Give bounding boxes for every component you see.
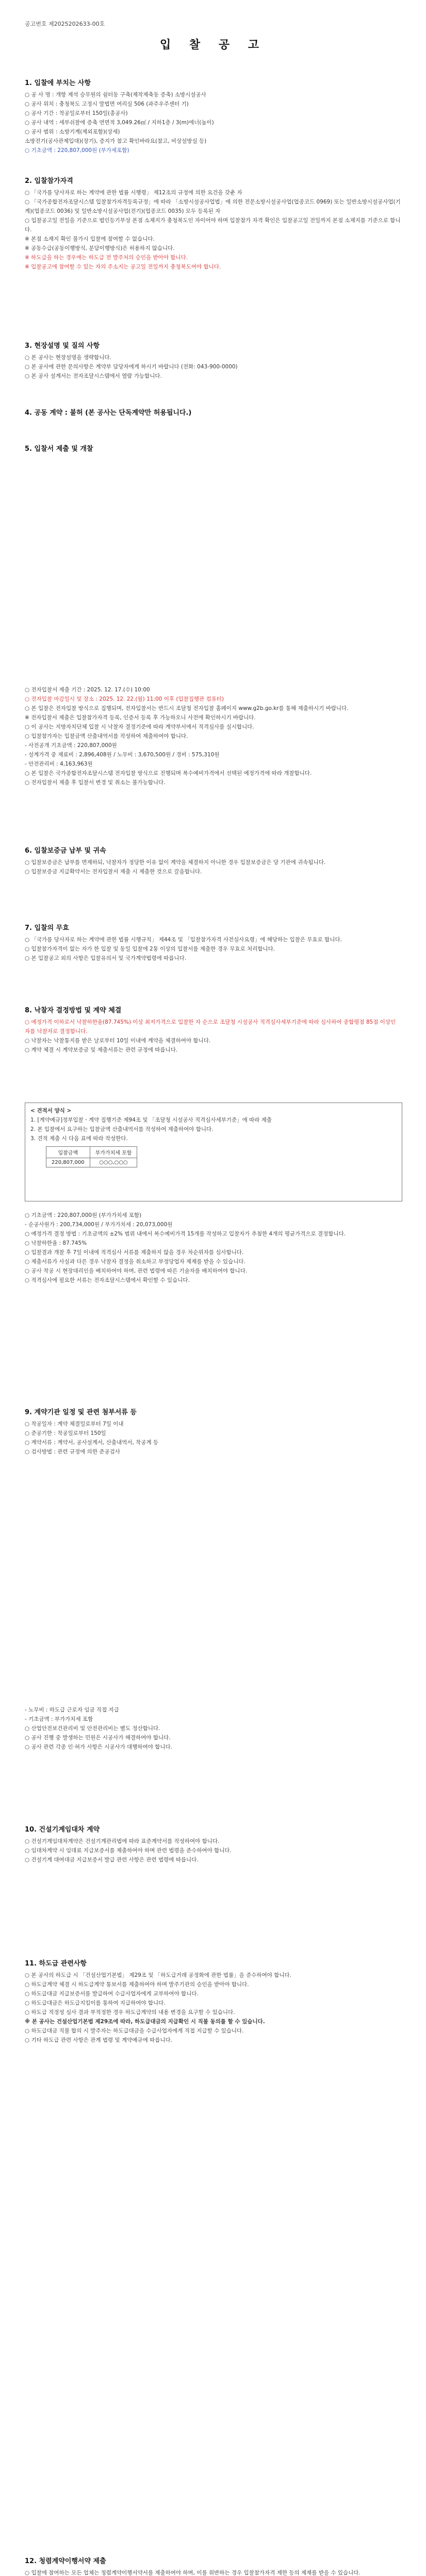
section-8-details [25,1211,401,1285]
s7-line: ○ 「국가를 당사자로 하는 계약에 관한 법률 시행규칙」 제44조 및 「입찰참가자격 사전심사요령」에 해당하는 입찰은 무효로 합니다. [25,937,342,943]
section-10 [25,1824,401,1865]
s6-line: ○ 입찰보증금 지급확약서는 전자입찰서 제출 시 제출한 것으로 갈음합니다. [25,869,202,875]
section-9-extra [25,1705,401,1752]
form-caption: < 견적서 양식 > [30,1108,72,1114]
section-1-heading: 1. 입찰에 부치는 사항 [25,79,91,87]
form-line: 1. [계약예규]정부입찰ㆍ계약 집행기준 제94조 및 「조달청 시설공사 적격심사세부기준」에 따라 제출 [30,1117,272,1123]
s7-line: ○ 입찰참가자격이 없는 자가 한 입찰 및 동일 입찰에 2통 이상의 입찰서를 제출한 경우 무효로 처리합니다. [25,946,275,952]
section-9-heading: 9. 계약기관 일정 및 관련 첨부서류 등 [25,1409,137,1416]
s9-extra-line: ○ 공사 관련 각종 인·허가 사항은 시공사가 대행하여야 합니다. [25,1744,172,1750]
s5-line: ※ 전자입찰서 제출은 입찰참가자격 등록, 인증서 등록 후 가능하오니 사전에 확인하시기 바랍니다. [25,715,256,721]
s11-line: ○ 하도급 적정성 심사 결과 부적정한 경우 하도급계약의 내용 변경을 요구할 수 있습니다. [25,2009,235,2015]
s9-line: ○ 계약서류 : 계약서, 공사설계서, 산출내역서, 착공계 등 [25,1439,159,1446]
estimate-form-box [25,1103,402,1201]
s8-line: ○ 낙찰자는 낙찰통지를 받은 날로부터 10일 이내에 계약을 체결하여야 합니다. [25,1038,211,1044]
s5-line: ○ 전자입찰 마감일시 및 장소 : 2025. 12. 22.(월) 11:00 이후 (입찰집행관 컴퓨터) [25,696,224,702]
s5-line: - 사전공개 기초금액 : 220,807,000원 [25,742,117,749]
s9-extra-line: - 기초금액 : 부가가치세 포함 [25,1716,93,1722]
s9-extra-line: - 노무비 : 하도급 근로자 임금 직접 지급 [25,1707,119,1713]
section-5-heading: 5. 입찰서 제출 및 개찰 [25,445,93,453]
s11-bold-note: ※ 본 공사는 건설산업기본법 제29조에 따라, 하도급대금의 지급확인 시 직불 동의를 할 수 있습니다. [25,2019,265,2025]
section-2 [25,175,401,272]
section-6-heading: 6. 입찰보증금 납부 및 귀속 [25,847,106,855]
s8-detail: ○ 공사 착공 시 현장대리인을 배치하여야 하며, 관련 법령에 따른 기술자를 배치하여야 합니다. [25,1268,248,1274]
section-7 [25,922,401,963]
s10-line: ○ 건설기계 대여대금 지급보증서 발급 관련 사항은 관련 법령에 따릅니다. [25,1857,199,1863]
s2-red-note: ※ 하도급을 하는 경우에는 하도급 전 발주처의 승인을 받아야 합니다. [25,255,188,261]
base-amount-line: ○ 기초금액 : 220,807,000원 (부가세포함) [25,147,129,154]
s5-line: ○ 입찰참가자는 입찰금액 산출내역서를 작성하여 제출하여야 합니다. [25,733,188,739]
s8-detail: ○ 적격심사에 필요한 서류는 전자조달시스템에서 확인할 수 있습니다. [25,1277,190,1283]
estimate-header: 부가가치세 포함 [90,1147,137,1158]
s1-line: 소방전기(공사관제입대)(장기), 증지가 참고 확인바라요(참고, 비상설방실 등) [25,138,207,144]
section-8 [25,1005,401,1055]
s1-line: ○ 공사 내역 : 세부쉬찰에 증축 연면적 3,049.26㎡ / 지하1층 / 3(m)에너(높이) [25,120,214,126]
s11-line: ○ 하도급대금 지급보증서를 발급하여 수급사업자에게 교부하여야 합니다. [25,1991,199,1997]
s2-line: ※ 공동수급(공동이행방식, 분담이행방식)은 허용하지 않습니다. [25,245,175,251]
s1-line: ○ 공사 기간 : 착공일로부터 150일(총공사) [25,110,128,116]
s8-detail: ○ 제출서류가 사실과 다른 경우 낙찰자 결정을 취소하고 부정당업자 제재를 받을 수 있습니다. [25,1259,245,1265]
estimate-value: ○○○,○○○ [90,1158,137,1167]
s11-line: ○ 하도급대금은 하도급지킴이를 통하여 지급하여야 합니다. [25,2000,166,2006]
s7-line: ○ 본 입찰공고 외의 사항은 입찰유의서 및 국가계약법령에 따릅니다. [25,955,187,961]
s5-line: ○ 이 공사는 지방자치단체 입찰 시 낙찰자 결정기준에 따라 계약부서에서 적격심사를 실시합니다. [25,724,254,730]
s11-line: ○ 하도급대금 직불 합의 시 발주자는 하도급대금을 수급사업자에게 직접 지급할 수 있습니다. [25,2028,244,2034]
s11-line: ○ 본 공사의 하도급 시 「건설산업기본법」 제29조 및 「하도급거래 공정화에 관한 법률」을 준수하여야 합니다. [25,1972,291,1978]
section-4 [25,407,401,420]
s2-line: ○ 「국가종합전자조달시스템 입찰참가자격등록규정」에 따라 「소방시설공사업법」에 의한 전문소방시설공사업(업종코드 0969) 또는 일반소방시설공사업(기계)(업종코드 0036) 및 일반소방시설공사업(전기)(업종코드 0035) 모두 등록된 자 [25,199,401,214]
s8-detail: ○ 입찰결과 개찰 후 7일 이내에 적격심사 서류를 제출하지 않을 경우 차순위자를 심사합니다. [25,1249,244,1256]
s5-line: ○ 본 입찰은 전자입찰 방식으로 집행되며, 전자입찰서는 반드시 조달청 전자입찰 홈페이지 www.g2b.go.kr를 통해 제출하시기 바랍니다. [25,705,349,711]
s8-detail: - 순공사원가 : 200,734,000원 / 부가가치세 : 20,073,000원 [25,1222,173,1228]
document-title: 입 찰 공 고 [160,39,266,52]
estimate-value: 220,807,000 [46,1158,90,1167]
s2-line: ○ 「국가를 당사자로 하는 계약에 관한 법률 시행령」 제12조의 규정에 의한 요건을 갖춘 자 [25,190,242,196]
section-2-heading: 2. 입찰참가자격 [25,177,73,185]
section-12 [25,2555,401,2576]
form-line: 2. 본 입찰에서 요구하는 입찰금액 산출내역서를 작성하여 제출하여야 합니다. [30,1126,214,1132]
s2-line: ※ 본점 소재지 확인 불가시 입찰에 참여할 수 없습니다. [25,236,155,242]
form-line: 3. 견적 제출 시 다음 표에 따라 작성한다. [30,1136,128,1142]
s3-line: ○ 본 공사에 관한 문의사항은 계약부 담당자에게 하시기 바랍니다 (전화: 043-900-0000) [25,364,238,370]
estimate-header: 입찰금액 [46,1147,90,1158]
notice-number: 공고번호 제2025202633-00호 [25,21,105,27]
section-6 [25,845,401,876]
section-4-heading: 4. 공동 계약 : 불허 (본 공사는 단독계약만 허용됩니다.) [25,409,192,417]
section-5-body [25,685,401,787]
s8-line: ○ 예정가격 이하로서 낙찰하한율(87.745%) 이상 최저가격으로 입찰한 자 순으로 조달청 시설공사 적격심사세부기준에 따라 심사하여 종합평점 85점 이상인 자를 낙찰자로 결정합니다. [25,1019,396,1035]
s9-line: ○ 착공일자 : 계약 체결일로부터 7일 이내 [25,1421,124,1427]
s5-line: - 안전관리비 : 4,163,963원 [25,761,93,767]
s1-line: ○ 공 사 명 : 개항 제석 승무원의 쉼터동 구축(제작제축동 증축) 소방시설공사 [25,92,206,98]
section-8-heading: 8. 낙찰자 결정방법 및 계약 체결 [25,1007,122,1014]
s9-extra-line: ○ 공사 진행 중 발생하는 민원은 시공사가 해결하여야 합니다. [25,1735,171,1741]
estimate-table [46,1146,137,1167]
section-1 [25,77,401,155]
s3-line: ○ 본 공사는 현장설명을 생략합니다. [25,354,111,361]
s9-extra-line: ○ 산업안전보건관리비 및 안전관리비는 별도 정산합니다. [25,1725,160,1732]
section-9 [25,1406,401,1456]
s2-line: ○ 입찰공고일 전일을 기준으로 법인등기부상 본점 소재지가 충청북도인 자이어야 하며 입찰참가 자격 확인은 입찰공고일 전일까지 본점 소재지를 기준으로 합니다. [25,217,401,233]
section-7-heading: 7. 입찰의 무효 [25,924,69,932]
s9-line: ○ 검사방법 : 관련 규정에 의한 준공검사 [25,1449,120,1455]
section-3 [25,340,401,381]
s11-line: ○ 기타 하도급 관련 사항은 관계 법령 및 계약예규에 따릅니다. [25,2037,172,2043]
s2-red-note: ※ 입찰공고에 참여할 수 있는 자의 주소지는 공고일 전일까지 충청북도여야 합니다. [25,264,221,270]
s10-line: ○ 건설기계임대차계약은 건설기계관리법에 따라 표준계약서를 작성하여야 합니다. [25,1838,220,1844]
s1-line: ○ 공사 위치 : 충청북도 고정시 말법면 여리실 506 (과주우주센터 기) [25,101,189,107]
section-11-heading: 11. 하도급 관련사항 [25,1960,87,1968]
s8-detail: ○ 낙찰하한율 : 87.745% [25,1240,87,1246]
s11-line: ○ 하도급계약 체결 시 하도급계약 통보서를 제출하여야 하며 발주기관의 승인을 받아야 합니다. [25,1981,249,1988]
section-5 [25,443,401,456]
s5-line: ○ 본 입찰은 국가종합전자조달시스템 전자입찰 방식으로 진행되며 복수예비가격에서 선택된 예정가격에 따라 개찰합니다. [25,770,312,776]
s6-line: ○ 입찰보증금은 납부를 면제하되, 낙찰자가 정당한 이유 없이 계약을 체결하지 아니한 경우 입찰보증금은 당 기관에 귀속됩니다. [25,859,326,866]
s5-line: - 설계가격 중 재료비 : 2,896,408원 / 노무비 : 3,670,500원 / 경비 : 575,310원 [25,752,220,758]
s9-line: ○ 준공기한 : 착공일로부터 150일 [25,1430,106,1436]
section-12-heading: 12. 청렴계약이행서약 제출 [25,2557,106,2565]
s1-line: ○ 공사 범위 : 소방기계(제외포함)(상세) [25,129,120,135]
section-11 [25,1958,401,2045]
s8-line: ○ 계약 체결 시 계약보증금 및 제출서류는 관련 규정에 따릅니다. [25,1047,178,1053]
s5-line: ○ 전자입찰서 제출 기간 : 2025. 12. 17.(수) 10:00 [25,687,150,693]
section-3-heading: 3. 현장설명 및 질의 사항 [25,342,100,350]
s8-detail: ○ 기초금액 : 220,807,000원 (부가가치세 포함) [25,1212,142,1218]
s3-line: ○ 본 공사 설계서는 전자조달시스템에서 열람 가능합니다. [25,373,162,379]
section-10-heading: 10. 건설기계임대차 계약 [25,1826,100,1834]
s12-line: ○ 입찰에 참여하는 모든 업체는 청렴계약이행서약서를 제출하여야 하며, 이를 위반하는 경우 입찰참가자격 제한 등의 제재를 받을 수 있습니다. [25,2570,361,2576]
s5-line: ○ 전자입찰서 제출 후 입찰서 변경 및 취소는 불가능합니다. [25,779,166,786]
s8-detail: ○ 예정가격 결정 방법 : 기초금액의 ±2% 범위 내에서 복수예비가격 15개를 작성하고 입찰자가 추첨한 4개의 평균가격으로 결정합니다. [25,1231,346,1237]
s10-line: ○ 임대차계약 시 임대료 지급보증서를 제출하여야 하며 관련 법령을 준수하여야 합니다. [25,1848,232,1854]
